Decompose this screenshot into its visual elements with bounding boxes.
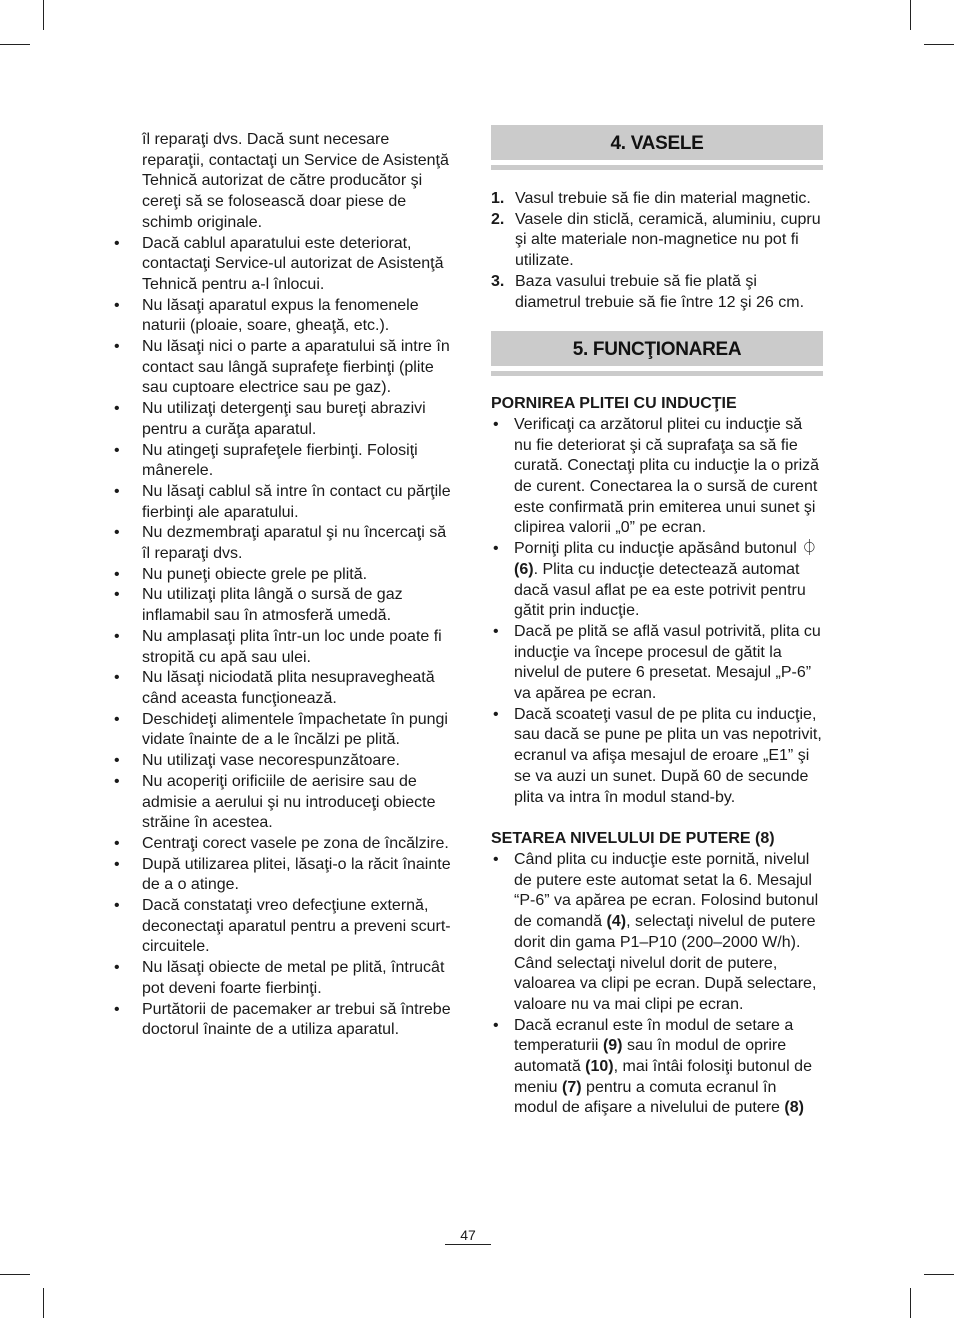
list-item: • Când plita cu inducţie este pornită, nivelul de putere este automat setat la 6. Mesajul “P-6” va apărea pe ecran. Folosind butonul de comandă (4), selectaţi nivelul de putere dorit din gama P1–P10 (200–2000 W/h). Când selectaţi nivelul dorit de putere, valoarea va clipi pe ecran. După selectare, valoare nu va mai clipi pe ecran. [491, 850, 823, 1016]
list-item: • Verificaţi ca arzătorul plitei cu inducţie să nu fie deteriorat şi că suprafaţa sa să fie curată. Conectaţi plita cu inducţie la o priză de curent. Conectarea la o sursă de curent este confirmată prin emiterea unui sunet şi clipirea valorii „0” pe ecran. [491, 415, 823, 539]
crop-mark [910, 0, 911, 30]
section-4-heading: 4. VASELE [491, 125, 823, 160]
crop-mark [0, 44, 30, 45]
list-item: • Centraţi corect vasele pe zona de încălzire. [114, 834, 454, 855]
safety-list [114, 234, 454, 1041]
button-ref: (6) [514, 560, 534, 578]
crop-mark [43, 0, 44, 30]
crop-mark [910, 1288, 911, 1318]
item-text: Vasul trebuie să fie din material magnetic. [515, 190, 811, 207]
list-item: • Dacă pe plită se află vasul potrivită, plita cu inducţie va începe procesul de gătit la nivelul de putere 6 presetat. Mesajul „P-6” va apărea pe ecran. [491, 622, 823, 705]
start-steps-list [491, 415, 823, 808]
crop-mark [924, 44, 954, 45]
item-number: 1. [491, 190, 505, 207]
power-steps-list [491, 850, 823, 1119]
item-text: Baza vasului trebuie să fie plată şi diametrul trebuie să fie între 12 şi 26 cm. [515, 272, 805, 311]
list-item: • Nu utilizaţi detergenţi sau bureţi abrazivi pentru a curăţa aparatul. [114, 399, 454, 440]
list-item: • Nu puneţi obiecte grele pe plită. [114, 565, 454, 586]
list-item: • Nu lăsaţi nici o parte a aparatului să intre în contact sau lângă suprafeţe fierbinţi (plite sau cuptoare electrice sau pe gaz). [114, 337, 454, 399]
vessel-requirements-list [491, 189, 823, 313]
crop-mark [43, 1288, 44, 1318]
button-ref: (10) [585, 1058, 614, 1076]
list-item: • Nu acoperiţi orificiile de aerisire sau de admisie a aerului şi nu introduceţi obiecte străine în acestea. [114, 772, 454, 834]
list-item [491, 210, 823, 272]
crop-mark [924, 1274, 954, 1275]
button-ref: (7) [562, 1078, 582, 1096]
list-item: • Dacă ecranul este în modul de setare a temperaturii (9) sau în modul de oprire automată (10), mai întâi folosiţi butonul de meniu (7) pentru a comuta ecranul în modul de afişare a nivelului de putere (8) [491, 1016, 823, 1120]
item-number: 3. [491, 272, 505, 290]
list-item: • Nu lăsaţi aparatul expus la fenomenele naturii (ploaie, soare, gheaţă, etc.). [114, 296, 454, 337]
heading-underline [491, 371, 823, 376]
list-item: • Dacă cablul aparatului este deteriorat, contactaţi Service-ul autorizat de Asistenţă Tehnică pentru a-l înlocui. [114, 234, 454, 296]
list-item [491, 189, 823, 210]
page-number-rule [445, 1244, 491, 1245]
section-5-heading: 5. FUNCŢIONAREA [491, 331, 823, 366]
list-item: • Dacă scoateţi vasul de pe plita cu inducţie, sau dacă se pune pe plita un vas nepotrivit, ecranul va afişa mesajul de eroare „E1” şi se va auzi un sunet. După 60 de secunde plita va intra în modul stand-by. [491, 705, 823, 809]
list-item: • Nu dezmembraţi aparatul şi nu încercaţi să îl reparaţi dvs. [114, 523, 454, 564]
item-text: Vasele din sticlă, ceramică, aluminiu, cupru şi alte materiale non-magnetice nu pot fi utilizate. [515, 210, 821, 270]
list-item [491, 272, 823, 313]
subsection-heading-power: SETAREA NIVELULUI DE PUTERE (8) [491, 830, 775, 848]
list-item: • După utilizarea plitei, lăsaţi-o la răcit înainte de a o atinge. [114, 855, 454, 896]
continuation-text: îl reparaţi dvs. Dacă sunt necesare reparaţii, contactaţi un Service de Asistenţă Tehnică autorizat de către producător şi cereţi să se folosească doar piese de schimb originale. [142, 131, 449, 231]
item-number: 2. [491, 210, 505, 228]
list-item: • Deschideţi alimentele împachetate în pungi vidate înainte de a le încălzi pe plită. [114, 710, 454, 751]
heading-underline [491, 165, 823, 170]
button-ref: (4) [606, 913, 627, 931]
crop-mark [0, 1274, 30, 1275]
right-column [491, 125, 823, 1119]
list-item: • Nu atingeţi suprafeţele fierbinţi. Folosiţi mânerele. [114, 441, 454, 482]
left-column [114, 130, 454, 1041]
button-ref: (9) [602, 1037, 623, 1055]
page-number: 47 [460, 1227, 476, 1243]
list-item: • Nu lăsaţi cablul să intre în contact cu părţile fierbinţi ale aparatului. [114, 482, 454, 523]
subsection-heading-start: PORNIREA PLITEI CU INDUCŢIE [491, 395, 737, 413]
list-item: • Purtătorii de pacemaker ar trebui să întrebe doctorul înainte de a utiliza aparatul. [114, 1000, 454, 1041]
list-item: • Nu lăsaţi obiecte de metal pe plită, întrucât pot deveni foarte fierbinţi. [114, 958, 454, 999]
power-icon: ⏀ [801, 540, 818, 558]
list-item: • Dacă constataţi vreo defecţiune externă, deconectaţi aparatul pentru a preveni scurt-circuitele. [114, 896, 454, 958]
list-item: • Nu utilizaţi vase necorespunzătoare. [114, 751, 454, 772]
list-item: • Nu lăsaţi niciodată plita nesupravegheată când aceasta funcţionează. [114, 668, 454, 709]
list-item: • Porniţi plita cu inducţie apăsând butonul ⏀ (6). Plita cu inducţie detectează automat dacă vasul aflat pe ea este potrivit pentru gătit prin inducţie. [491, 539, 823, 622]
button-ref: (8) [784, 1099, 804, 1117]
list-item: • Nu utilizaţi plita lângă o sursă de gaz inflamabil sau în atmosferă umedă. [114, 585, 454, 626]
list-item: • Nu amplasaţi plita într-un loc unde poate fi stropită cu apă sau ulei. [114, 627, 454, 668]
